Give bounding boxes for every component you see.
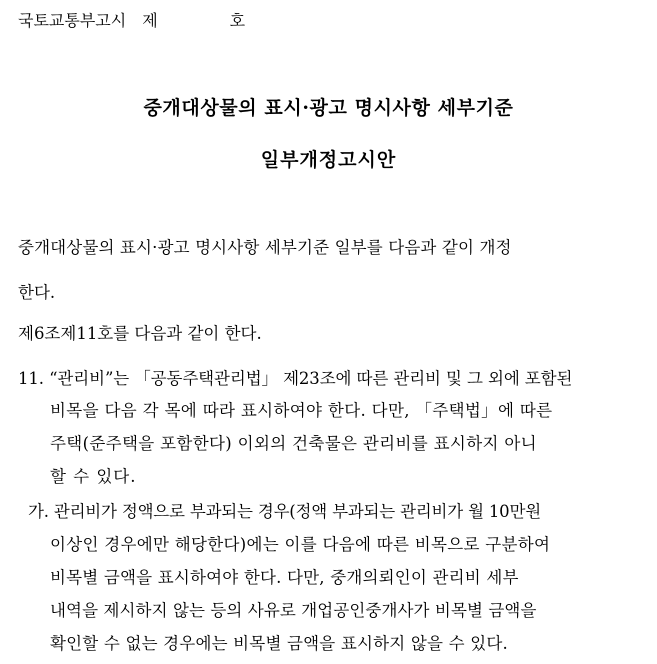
- item-ga-line: 이상인 경우에만 해당한다)에는 이를 다음에 따른 비목으로 구분하여: [50, 535, 551, 554]
- item-ga-line: 비목별 금액을 표시하여야 한다. 다만, 중개의뢰인이 관리비 세부: [50, 568, 519, 587]
- number-prefix: 제: [142, 11, 158, 30]
- intro-line-2: 한다.: [18, 283, 56, 302]
- item-ga-line: 가. 관리비가 정액으로 부과되는 경우(정액 부과되는 관리비가 월 10만원: [28, 502, 541, 521]
- document-title: 중개대상물의 표시·광고 명시사항 세부기준: [143, 97, 514, 119]
- item-11-line: 할 수 있다.: [50, 467, 137, 486]
- item-11-line: 11. “관리비”는 「공동주택관리법」 제23조에 따른 관리비 및 그 외에 포함된: [18, 369, 573, 388]
- number-suffix: 호: [229, 11, 246, 30]
- issuing-org: 국토교통부고시: [18, 11, 127, 30]
- item-11-line: 비목을 다음 각 목에 따라 표시하여야 한다. 다만, 「주택법」에 따른: [50, 401, 553, 420]
- notice-number-header: [18, 11, 245, 31]
- item-11-line: 주택(준주택을 포함한다) 이외의 건축물은 관리비를 표시하지 아니: [50, 434, 537, 453]
- item-ga-line: 내역을 제시하지 않는 등의 사유로 개업공인중개사가 비목별 금액을: [50, 601, 537, 620]
- document-subtitle: 일부개정고시안: [260, 149, 397, 171]
- amended-article: 제6조제11호를 다음과 같이 한다.: [18, 324, 262, 343]
- item-ga-line: 확인할 수 없는 경우에는 비목별 금액을 표시하지 않을 수 있다.: [50, 634, 508, 653]
- intro-line-1: 중개대상물의 표시·광고 명시사항 세부기준 일부를 다음과 같이 개정: [18, 238, 512, 257]
